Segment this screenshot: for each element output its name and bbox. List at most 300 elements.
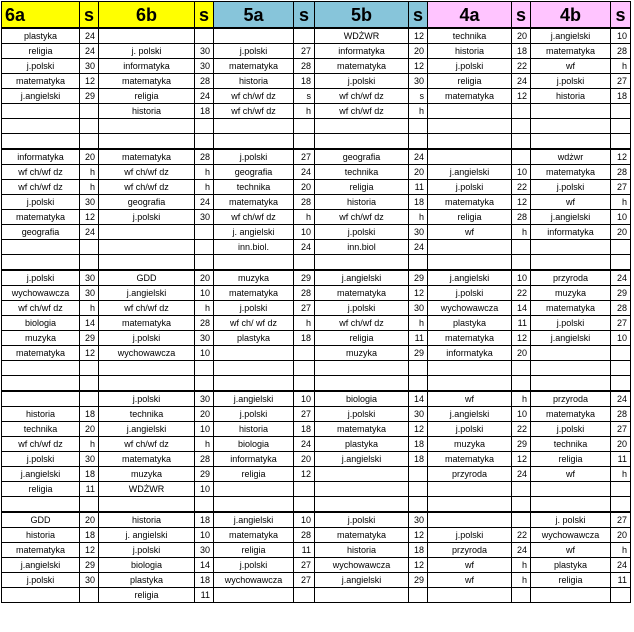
room-cell[interactable]: 18 — [512, 44, 531, 59]
class-header-4a[interactable]: 4a — [428, 2, 512, 29]
subject-cell[interactable]: GDD — [99, 270, 195, 286]
room-cell[interactable]: 29 — [294, 270, 315, 286]
subject-cell[interactable]: muzyka — [315, 346, 409, 361]
subject-cell[interactable]: technika — [99, 407, 195, 422]
room-cell[interactable]: 12 — [512, 331, 531, 346]
subject-cell[interactable] — [99, 376, 195, 392]
room-cell[interactable]: 10 — [512, 165, 531, 180]
subject-cell[interactable]: historia — [99, 512, 195, 528]
room-cell[interactable]: 30 — [80, 59, 99, 74]
subject-cell[interactable] — [428, 482, 512, 497]
room-cell[interactable]: 28 — [195, 316, 214, 331]
subject-cell[interactable]: j.polski — [214, 44, 294, 59]
subject-cell[interactable]: muzyka — [428, 437, 512, 452]
room-cell[interactable]: 28 — [611, 407, 631, 422]
subject-cell[interactable]: j.polski — [99, 210, 195, 225]
subject-cell[interactable]: religia — [2, 482, 80, 497]
room-cell[interactable] — [195, 255, 214, 271]
room-cell[interactable]: 29 — [409, 270, 428, 286]
room-cell[interactable]: 18 — [195, 573, 214, 588]
room-cell[interactable]: 27 — [294, 573, 315, 588]
room-cell[interactable]: 11 — [195, 588, 214, 603]
room-cell[interactable]: 30 — [80, 286, 99, 301]
subject-cell[interactable] — [99, 361, 195, 376]
room-cell[interactable]: 30 — [409, 74, 428, 89]
subject-cell[interactable] — [531, 119, 611, 134]
room-cell[interactable] — [294, 361, 315, 376]
subject-cell[interactable]: j.angielski — [315, 452, 409, 467]
room-cell[interactable]: 12 — [80, 74, 99, 89]
room-cell[interactable] — [195, 497, 214, 513]
room-cell[interactable]: 22 — [512, 422, 531, 437]
subject-cell[interactable]: wychowawcza — [214, 573, 294, 588]
room-cell[interactable]: 20 — [611, 437, 631, 452]
room-cell[interactable] — [195, 134, 214, 150]
subject-cell[interactable]: informatyka — [214, 452, 294, 467]
subject-cell[interactable]: wf ch/wf dz — [99, 165, 195, 180]
room-cell[interactable]: 18 — [80, 528, 99, 543]
room-cell[interactable]: 30 — [409, 407, 428, 422]
room-cell[interactable]: h — [294, 104, 315, 119]
subject-cell[interactable]: biologia — [214, 437, 294, 452]
room-cell[interactable]: h — [611, 467, 631, 482]
subject-cell[interactable]: przyroda — [428, 543, 512, 558]
room-cell[interactable]: h — [512, 573, 531, 588]
room-cell[interactable]: 28 — [294, 195, 315, 210]
room-cell[interactable]: 29 — [195, 467, 214, 482]
subject-cell[interactable]: muzyka — [99, 467, 195, 482]
subject-cell[interactable] — [315, 497, 409, 513]
subject-cell[interactable] — [315, 467, 409, 482]
subject-cell[interactable]: matematyka — [315, 528, 409, 543]
subject-cell[interactable]: matematyka — [214, 528, 294, 543]
subject-cell[interactable]: historia — [315, 195, 409, 210]
room-cell[interactable] — [512, 497, 531, 513]
subject-cell[interactable]: j.polski — [2, 59, 80, 74]
room-cell[interactable]: h — [409, 210, 428, 225]
subject-cell[interactable]: wf ch/wf dz — [99, 180, 195, 195]
room-cell[interactable]: 14 — [195, 558, 214, 573]
subject-cell[interactable]: wf ch/wf dz — [315, 104, 409, 119]
room-cell[interactable] — [409, 467, 428, 482]
room-cell[interactable]: 18 — [294, 331, 315, 346]
room-cell[interactable]: 11 — [409, 180, 428, 195]
subject-cell[interactable]: matematyka — [531, 407, 611, 422]
subject-cell[interactable]: matematyka — [214, 59, 294, 74]
room-cell[interactable]: 10 — [294, 225, 315, 240]
room-cell[interactable]: 10 — [512, 270, 531, 286]
room-cell[interactable]: 29 — [80, 89, 99, 104]
room-cell[interactable] — [611, 240, 631, 255]
subject-cell[interactable] — [214, 119, 294, 134]
subject-cell[interactable]: j.polski — [315, 301, 409, 316]
room-cell[interactable] — [80, 497, 99, 513]
room-cell[interactable] — [611, 346, 631, 361]
subject-cell[interactable]: j.polski — [214, 149, 294, 165]
room-header-4b[interactable]: s — [611, 2, 631, 29]
room-cell[interactable]: 12 — [409, 286, 428, 301]
room-cell[interactable] — [294, 255, 315, 271]
room-cell[interactable] — [512, 512, 531, 528]
room-cell[interactable]: 10 — [195, 528, 214, 543]
subject-cell[interactable] — [2, 588, 80, 603]
room-cell[interactable]: 18 — [195, 512, 214, 528]
subject-cell[interactable]: biologia — [99, 558, 195, 573]
subject-cell[interactable]: j.angielski — [2, 558, 80, 573]
room-cell[interactable] — [512, 119, 531, 134]
subject-cell[interactable]: religia — [428, 210, 512, 225]
room-cell[interactable]: h — [195, 180, 214, 195]
room-cell[interactable]: 10 — [195, 286, 214, 301]
room-cell[interactable]: 28 — [195, 149, 214, 165]
room-cell[interactable]: 10 — [294, 391, 315, 407]
room-cell[interactable]: 12 — [409, 528, 428, 543]
subject-cell[interactable]: j.polski — [2, 270, 80, 286]
subject-cell[interactable]: historia — [214, 422, 294, 437]
subject-cell[interactable]: j.polski — [531, 316, 611, 331]
room-cell[interactable]: 10 — [611, 28, 631, 44]
room-cell[interactable] — [512, 361, 531, 376]
subject-cell[interactable] — [531, 104, 611, 119]
subject-cell[interactable]: przyroda — [531, 270, 611, 286]
room-cell[interactable]: 12 — [294, 467, 315, 482]
subject-cell[interactable] — [214, 255, 294, 271]
subject-cell[interactable]: przyroda — [531, 391, 611, 407]
subject-cell[interactable]: wf ch/wf dz — [2, 180, 80, 195]
room-header-6b[interactable]: s — [195, 2, 214, 29]
room-cell[interactable] — [611, 497, 631, 513]
subject-cell[interactable] — [2, 361, 80, 376]
subject-cell[interactable] — [2, 255, 80, 271]
room-cell[interactable]: 27 — [294, 149, 315, 165]
room-cell[interactable]: 11 — [611, 452, 631, 467]
subject-cell[interactable]: matematyka — [2, 346, 80, 361]
room-cell[interactable]: 12 — [512, 89, 531, 104]
room-cell[interactable] — [195, 119, 214, 134]
room-cell[interactable]: 27 — [611, 316, 631, 331]
room-cell[interactable] — [611, 255, 631, 271]
subject-cell[interactable] — [428, 149, 512, 165]
subject-cell[interactable]: wf — [428, 391, 512, 407]
room-cell[interactable] — [80, 255, 99, 271]
room-cell[interactable]: 20 — [80, 149, 99, 165]
subject-cell[interactable]: j.polski — [214, 301, 294, 316]
subject-cell[interactable]: j.polski — [2, 195, 80, 210]
room-cell[interactable]: 30 — [195, 331, 214, 346]
room-cell[interactable]: h — [512, 391, 531, 407]
subject-cell[interactable] — [2, 104, 80, 119]
room-cell[interactable] — [294, 134, 315, 150]
room-cell[interactable]: 12 — [512, 195, 531, 210]
subject-cell[interactable]: matematyka — [315, 286, 409, 301]
room-cell[interactable] — [195, 240, 214, 255]
room-cell[interactable]: 10 — [294, 512, 315, 528]
room-cell[interactable]: s — [409, 89, 428, 104]
room-cell[interactable]: 30 — [80, 195, 99, 210]
subject-cell[interactable]: muzyka — [214, 270, 294, 286]
room-cell[interactable]: 24 — [409, 240, 428, 255]
subject-cell[interactable]: j.angielski — [315, 270, 409, 286]
room-cell[interactable] — [409, 134, 428, 150]
room-cell[interactable]: h — [294, 316, 315, 331]
subject-cell[interactable]: geografia — [99, 195, 195, 210]
room-cell[interactable]: 22 — [512, 180, 531, 195]
subject-cell[interactable]: j.polski — [2, 452, 80, 467]
room-cell[interactable] — [409, 497, 428, 513]
room-cell[interactable]: 30 — [80, 573, 99, 588]
room-cell[interactable]: 30 — [195, 391, 214, 407]
subject-cell[interactable]: matematyka — [428, 195, 512, 210]
room-cell[interactable]: 10 — [195, 482, 214, 497]
room-cell[interactable]: 24 — [294, 165, 315, 180]
subject-cell[interactable]: j.polski — [428, 180, 512, 195]
room-cell[interactable]: 20 — [512, 346, 531, 361]
subject-cell[interactable]: WDŻWR — [315, 28, 409, 44]
room-cell[interactable]: 12 — [80, 210, 99, 225]
subject-cell[interactable]: religia — [99, 588, 195, 603]
subject-cell[interactable]: wf ch/wf dz — [2, 437, 80, 452]
subject-cell[interactable]: j.polski — [2, 573, 80, 588]
subject-cell[interactable]: j.polski — [531, 74, 611, 89]
subject-cell[interactable]: plastyka — [428, 316, 512, 331]
room-cell[interactable]: 27 — [611, 422, 631, 437]
subject-cell[interactable] — [2, 240, 80, 255]
class-header-6b[interactable]: 6b — [99, 2, 195, 29]
room-cell[interactable]: 20 — [294, 452, 315, 467]
subject-cell[interactable]: wf ch/ wf dz — [214, 316, 294, 331]
subject-cell[interactable]: j.angielski — [2, 89, 80, 104]
room-cell[interactable]: 30 — [409, 225, 428, 240]
room-cell[interactable]: 28 — [611, 44, 631, 59]
subject-cell[interactable]: GDD — [2, 512, 80, 528]
subject-cell[interactable]: wf ch/wf dz — [214, 210, 294, 225]
room-cell[interactable]: 28 — [611, 165, 631, 180]
room-cell[interactable]: 24 — [195, 195, 214, 210]
subject-cell[interactable]: wf ch/wf dz — [315, 89, 409, 104]
room-cell[interactable]: 27 — [611, 74, 631, 89]
room-cell[interactable]: 30 — [80, 270, 99, 286]
room-cell[interactable] — [512, 255, 531, 271]
room-cell[interactable]: 28 — [294, 59, 315, 74]
room-cell[interactable] — [512, 588, 531, 603]
room-cell[interactable] — [512, 149, 531, 165]
room-cell[interactable]: 11 — [80, 482, 99, 497]
room-cell[interactable]: 12 — [409, 422, 428, 437]
subject-cell[interactable]: inn.biol — [315, 240, 409, 255]
subject-cell[interactable] — [214, 482, 294, 497]
room-cell[interactable]: 24 — [512, 543, 531, 558]
room-cell[interactable]: 24 — [512, 467, 531, 482]
subject-cell[interactable]: wf ch/wf dz — [315, 316, 409, 331]
class-header-4b[interactable]: 4b — [531, 2, 611, 29]
room-cell[interactable]: h — [80, 437, 99, 452]
room-cell[interactable]: 29 — [80, 558, 99, 573]
subject-cell[interactable]: matematyka — [428, 89, 512, 104]
subject-cell[interactable]: j.polski — [214, 407, 294, 422]
room-cell[interactable]: 28 — [294, 528, 315, 543]
subject-cell[interactable] — [315, 119, 409, 134]
room-cell[interactable]: 20 — [195, 270, 214, 286]
subject-cell[interactable]: wf — [428, 225, 512, 240]
subject-cell[interactable] — [531, 134, 611, 150]
subject-cell[interactable]: j. angielski — [99, 528, 195, 543]
subject-cell[interactable]: j.polski — [428, 528, 512, 543]
subject-cell[interactable]: j.angielski — [531, 210, 611, 225]
subject-cell[interactable]: historia — [315, 543, 409, 558]
subject-cell[interactable]: matematyka — [2, 74, 80, 89]
subject-cell[interactable]: historia — [531, 89, 611, 104]
subject-cell[interactable]: matematyka — [214, 286, 294, 301]
subject-cell[interactable]: j.angielski — [428, 407, 512, 422]
subject-cell[interactable] — [214, 28, 294, 44]
subject-cell[interactable]: wf ch/wf dz — [2, 301, 80, 316]
subject-cell[interactable] — [531, 255, 611, 271]
room-header-5a[interactable]: s — [294, 2, 315, 29]
subject-cell[interactable] — [315, 361, 409, 376]
room-cell[interactable]: 28 — [195, 452, 214, 467]
room-cell[interactable]: 18 — [409, 437, 428, 452]
subject-cell[interactable]: historia — [214, 74, 294, 89]
room-cell[interactable] — [611, 361, 631, 376]
room-cell[interactable]: 27 — [294, 44, 315, 59]
room-cell[interactable]: 20 — [512, 28, 531, 44]
subject-cell[interactable] — [428, 240, 512, 255]
subject-cell[interactable]: wychowawcza — [531, 528, 611, 543]
subject-cell[interactable]: j.angielski — [2, 467, 80, 482]
room-cell[interactable]: h — [611, 543, 631, 558]
room-cell[interactable]: 29 — [80, 331, 99, 346]
room-cell[interactable] — [409, 588, 428, 603]
room-header-4a[interactable]: s — [512, 2, 531, 29]
room-cell[interactable]: h — [512, 225, 531, 240]
room-cell[interactable]: 12 — [611, 149, 631, 165]
room-cell[interactable]: 18 — [294, 74, 315, 89]
subject-cell[interactable]: religia — [2, 44, 80, 59]
room-cell[interactable]: 12 — [80, 543, 99, 558]
subject-cell[interactable]: wf ch/wf dz — [99, 437, 195, 452]
room-cell[interactable]: 10 — [195, 422, 214, 437]
subject-cell[interactable]: religia — [428, 74, 512, 89]
subject-cell[interactable]: wychowawcza — [428, 301, 512, 316]
room-cell[interactable]: 11 — [512, 316, 531, 331]
room-cell[interactable] — [512, 134, 531, 150]
subject-cell[interactable] — [99, 225, 195, 240]
subject-cell[interactable]: plastyka — [315, 437, 409, 452]
subject-cell[interactable] — [428, 588, 512, 603]
subject-cell[interactable] — [214, 376, 294, 392]
room-cell[interactable]: 18 — [80, 407, 99, 422]
subject-cell[interactable]: j.angielski — [428, 270, 512, 286]
subject-cell[interactable] — [2, 134, 80, 150]
room-cell[interactable]: h — [409, 316, 428, 331]
subject-cell[interactable] — [428, 119, 512, 134]
room-cell[interactable]: 24 — [294, 437, 315, 452]
subject-cell[interactable] — [315, 134, 409, 150]
subject-cell[interactable]: przyroda — [428, 467, 512, 482]
room-cell[interactable]: 12 — [512, 452, 531, 467]
subject-cell[interactable]: j.angielski — [531, 331, 611, 346]
subject-cell[interactable]: wdżwr — [531, 149, 611, 165]
room-cell[interactable]: 28 — [512, 210, 531, 225]
room-cell[interactable]: s — [294, 89, 315, 104]
subject-cell[interactable]: j.polski — [99, 391, 195, 407]
subject-cell[interactable] — [531, 497, 611, 513]
room-cell[interactable]: 14 — [512, 301, 531, 316]
subject-cell[interactable]: wf — [531, 195, 611, 210]
room-cell[interactable]: 24 — [409, 149, 428, 165]
room-cell[interactable]: 18 — [409, 195, 428, 210]
subject-cell[interactable]: j.angielski — [315, 573, 409, 588]
room-cell[interactable] — [294, 119, 315, 134]
room-cell[interactable]: h — [195, 301, 214, 316]
room-cell[interactable]: 14 — [80, 316, 99, 331]
subject-cell[interactable]: plastyka — [531, 558, 611, 573]
subject-cell[interactable]: j.angielski — [531, 28, 611, 44]
subject-cell[interactable] — [315, 482, 409, 497]
subject-cell[interactable]: j.polski — [531, 422, 611, 437]
room-cell[interactable]: 30 — [195, 59, 214, 74]
room-cell[interactable]: 22 — [512, 59, 531, 74]
subject-cell[interactable]: j.polski — [428, 422, 512, 437]
room-cell[interactable]: h — [611, 59, 631, 74]
room-header-6a[interactable]: s — [80, 2, 99, 29]
room-cell[interactable] — [409, 361, 428, 376]
subject-cell[interactable]: plastyka — [214, 331, 294, 346]
subject-cell[interactable]: wf ch/wf dz — [2, 165, 80, 180]
room-cell[interactable]: 30 — [195, 210, 214, 225]
room-cell[interactable] — [294, 28, 315, 44]
room-cell[interactable]: 29 — [611, 286, 631, 301]
subject-cell[interactable] — [214, 134, 294, 150]
room-cell[interactable]: 24 — [611, 558, 631, 573]
room-cell[interactable]: 24 — [611, 270, 631, 286]
subject-cell[interactable]: j.polski — [531, 180, 611, 195]
room-cell[interactable]: 20 — [409, 44, 428, 59]
room-cell[interactable] — [512, 376, 531, 392]
subject-cell[interactable]: informatyka — [2, 149, 80, 165]
subject-cell[interactable] — [531, 346, 611, 361]
subject-cell[interactable] — [531, 376, 611, 392]
room-cell[interactable]: h — [195, 165, 214, 180]
room-cell[interactable] — [195, 361, 214, 376]
subject-cell[interactable]: j.angielski — [428, 165, 512, 180]
subject-cell[interactable]: religia — [531, 573, 611, 588]
subject-cell[interactable] — [99, 240, 195, 255]
subject-cell[interactable]: technika — [315, 165, 409, 180]
subject-cell[interactable]: j.polski — [315, 512, 409, 528]
room-cell[interactable]: h — [409, 104, 428, 119]
subject-cell[interactable]: matematyka — [99, 316, 195, 331]
subject-cell[interactable]: wf — [428, 558, 512, 573]
subject-cell[interactable]: wychowawcza — [99, 346, 195, 361]
subject-cell[interactable]: inn.biol. — [214, 240, 294, 255]
subject-cell[interactable] — [99, 134, 195, 150]
subject-cell[interactable] — [99, 255, 195, 271]
subject-cell[interactable]: geografia — [214, 165, 294, 180]
room-cell[interactable]: 14 — [409, 391, 428, 407]
subject-cell[interactable]: j.polski — [214, 558, 294, 573]
subject-cell[interactable]: religia — [531, 452, 611, 467]
room-cell[interactable]: 24 — [80, 225, 99, 240]
subject-cell[interactable] — [214, 588, 294, 603]
subject-cell[interactable]: biologia — [315, 391, 409, 407]
subject-cell[interactable] — [428, 134, 512, 150]
subject-cell[interactable]: informatyka — [315, 44, 409, 59]
room-cell[interactable]: 27 — [294, 301, 315, 316]
subject-cell[interactable] — [214, 361, 294, 376]
room-cell[interactable]: 11 — [294, 543, 315, 558]
room-cell[interactable]: 30 — [409, 301, 428, 316]
